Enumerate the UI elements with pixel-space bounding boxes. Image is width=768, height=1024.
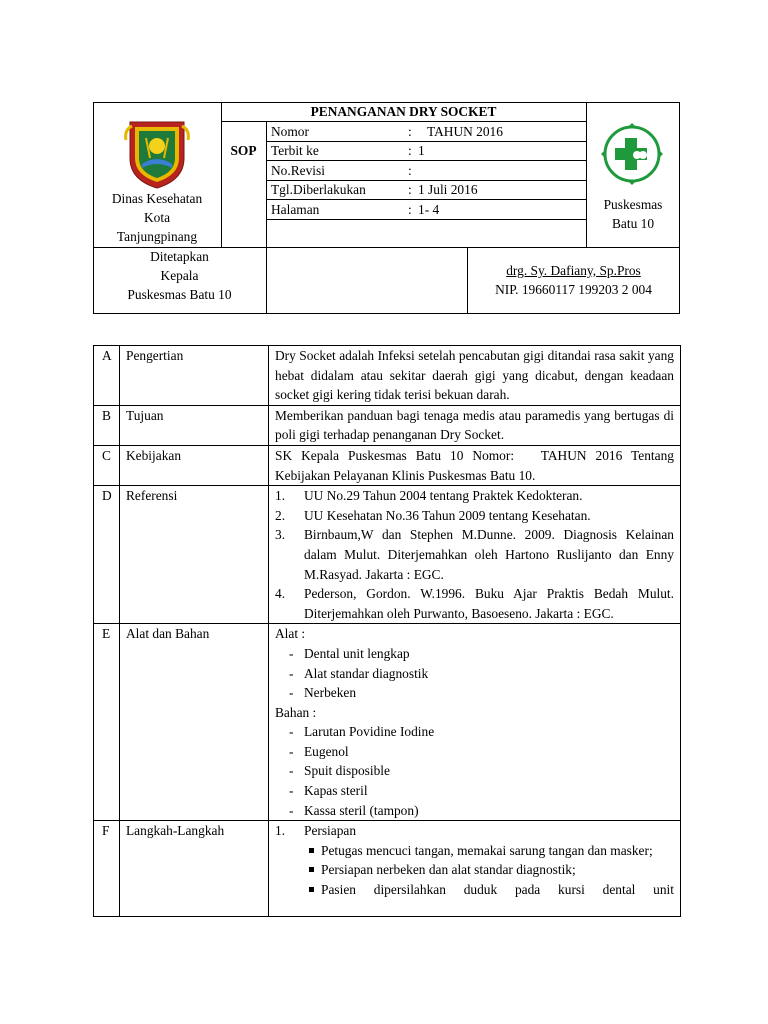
reference-item: 1. UU No.29 Tahun 2004 tentang Praktek Kedokteran. <box>275 488 583 504</box>
tujuan-text: Memberikan panduan bagi tenaga medis atau paramedis yang bertugas di poli gigi terhadap penanganan Dry Socket. <box>269 405 681 445</box>
signatory-nip: NIP. 19660117 199203 2 004 <box>495 282 652 297</box>
ditetapkan-block: Ditetapkan Kepala Puskesmas Batu 10 <box>127 249 232 302</box>
step-bullet: Persiapan nerbeken dan alat standar diagnostik; <box>275 860 674 880</box>
signatory-block <box>467 261 680 299</box>
referensi-list <box>269 486 681 624</box>
alat-item: - Alat standar diagnostik <box>275 664 674 684</box>
reference-item: 3. Birnbaum,W dan Stephen M.Dunne. 2009. Diagnosis Kelainan dalam Mulut. Diterjemahkan oleh Hartono Ruslijanto dan Enny M.Rasyad. Jakarta : EGC. <box>275 527 674 582</box>
puskesmas-name: Puskesmas Batu 10 <box>603 197 663 231</box>
bahan-item: - Kassa steril (tampon) <box>275 801 674 821</box>
bahan-item: - Larutan Povidine Iodine <box>275 722 674 742</box>
alat-item: - Dental unit lengkap <box>275 644 674 664</box>
alat-item: - Nerbeken <box>275 683 674 703</box>
row-alat-bahan: E Alat dan Bahan Alat : - Dental unit lengkap - Alat standar diagnostik - Nerbeken Bahan : - Larutan Povidine Iodine - Eugenol - Spuit disposible - Kapas steril - Kassa steril (tampon) <box>94 624 681 821</box>
row-tujuan: B Tujuan Memberikan panduan bagi tenaga medis atau paramedis yang bertugas di poli gigi terhadap penanganan Dry Socket. <box>94 405 681 445</box>
row-langkah: F Langkah-Langkah 1. Persiapan Petugas mencuci tangan, memakai sarung tangan dan masker; Persiapan nerbeken dan alat standar diagnostik; Pasien dipersilahkan duduk pada kursi dental unit <box>94 821 681 917</box>
puskesmas-logo <box>599 121 665 187</box>
row-kebijakan: C Kebijakan SK Kepala Puskesmas Batu 10 Nomor: TAHUN 2016 Tentang Kebijakan Pelayanan Klinis Puskesmas Batu 10. <box>94 445 681 485</box>
org-name: Dinas Kesehatan Kota Tanjungpinang <box>111 191 203 244</box>
reference-item: 4. Pederson, Gordon. W.1996. Buku Ajar Praktis Bedah Mulut. Diterjemahkan oleh Purwanto, Basoeseno. Jakarta : EGC. <box>275 586 674 621</box>
bahan-item: - Spuit disposible <box>275 761 674 781</box>
row-pengertian: A Pengertian Dry Socket adalah Infeksi setelah pencabutan gigi ditandai rasa sakit yang hebat didalam atau sekitar daerah gigi yang dicabut, dengan keadaan socket gigi kering tidak terisi bekuan darah. <box>94 346 681 406</box>
langkah-list <box>269 821 681 917</box>
kebijakan-text: SK Kepala Puskesmas Batu 10 Nomor: TAHUN 2016 Tentang Kebijakan Pelayanan Klinis Puskesmas Batu 10. <box>269 445 681 485</box>
document-title: PENANGANAN DRY SOCKET <box>310 104 497 119</box>
bahan-label: Bahan : <box>275 704 317 720</box>
row-referensi: D Referensi 1. UU No.29 Tahun 2004 tentang Praktek Kedokteran. 2. UU Kesehatan No.36 Tahun 2009 tentang Kesehatan. 3. Birnbaum,W dan Stephen M.Dunne. 2009. Diagnosis Kelainan dalam Mulut. Diterjemahkan oleh Hartono Ruslijanto dan Enny M.Rasyad. Jakarta : EGC. 4. Pederson, Gordon. W.1996. Buku Ajar Praktis Bedah Mulut. Diterjemahkan oleh Purwanto, Basoeseno. Jakarta : EGC. <box>94 486 681 624</box>
alat-bahan-list <box>269 624 681 821</box>
bahan-item: - Kapas steril <box>275 781 674 801</box>
sop-label: SOP <box>230 143 257 158</box>
step-bullet: Pasien dipersilahkan duduk pada kursi dental unit <box>275 880 674 900</box>
signatory-name: drg. Sy. Dafiany, Sp.Pros <box>506 263 641 278</box>
reference-item: 2. UU Kesehatan No.36 Tahun 2009 tentang Kesehatan. <box>275 507 591 523</box>
pengertian-text: Dry Socket adalah Infeksi setelah pencabutan gigi ditandai rasa sakit yang hebat didalam atau sekitar daerah gigi yang dicabut, dengan keadaan socket gigi kering tidak terisi bekuan darah. <box>269 346 681 406</box>
step-bullet: Petugas mencuci tangan, memakai sarung tangan dan masker; <box>275 841 674 861</box>
kota-tanjungpinang-crest-logo <box>124 118 190 190</box>
bahan-item: - Eugenol <box>275 742 674 762</box>
sop-content-table <box>93 345 681 917</box>
alat-label: Alat : <box>275 626 306 642</box>
step-item: 1. Persiapan <box>275 823 357 839</box>
